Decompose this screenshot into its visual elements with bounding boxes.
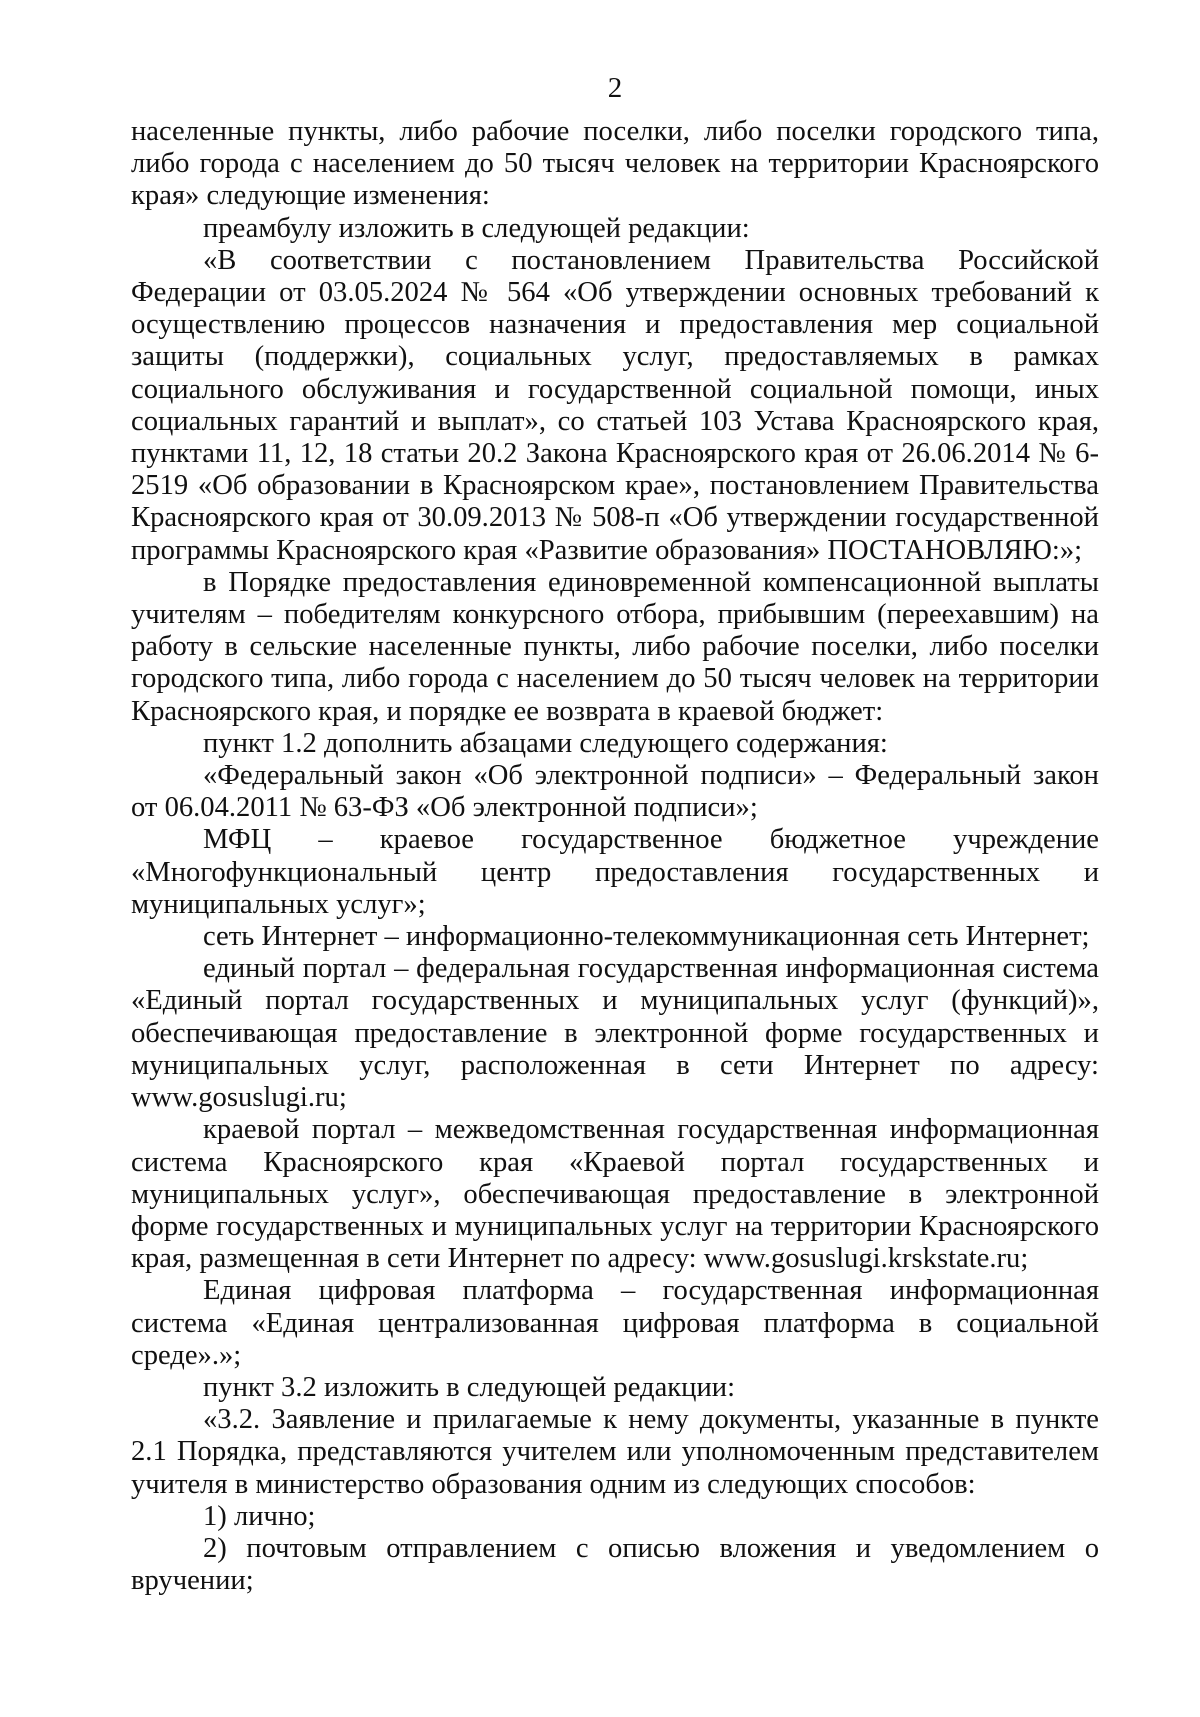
paragraph-definition-federal-law: «Федеральный закон «Об электронной подписи» – Федеральный закон от 06.04.2011 № 63-ФЗ «Об электронной подписи»; bbox=[131, 760, 1099, 824]
paragraph-definition-regional-portal: краевой портал – межведомственная государственная информационная система Красноярского края «Краевой портал государственных и муниципальных услуг», обеспечивающая предоставление в электронной форме государственных и муниципальных услуг на территории Красноярского края, размещенная в сети Интернет по адресу: www.gosuslugi.krskstate.ru; bbox=[131, 1114, 1099, 1275]
paragraph-item-3-2-instruction: пункт 3.2 изложить в следующей редакции: bbox=[203, 1371, 736, 1403]
paragraph-preamble-instruction: преамбулу изложить в следующей редакции: bbox=[203, 212, 750, 244]
paragraph-method-in-person: 1) лично; bbox=[203, 1500, 316, 1532]
paragraph-definition-digital-platform: Единая цифровая платформа – государственная информационная система «Единая централизованная цифровая платформа в социальной среде».»; bbox=[131, 1275, 1099, 1371]
paragraph-definition-mfc: МФЦ – краевое государственное бюджетное учреждение «Многофункциональный центр предоставления государственных и муниципальных услуг»; bbox=[131, 824, 1099, 920]
paragraph-procedure-intro: в Порядке предоставления единовременной компенсационной выплаты учителям – победителям конкурсного отбора, прибывшим (переехавшим) на работу в сельские населенные пункты, либо рабочие поселки, либо поселки городского типа, либо города с населением до 50 тысяч человек на территории Красноярского края, и порядке ее возврата в краевой бюджет: bbox=[131, 566, 1099, 727]
paragraph-item-1-2-instruction: пункт 1.2 дополнить абзацами следующего содержания: bbox=[203, 727, 888, 759]
page-number: 2 bbox=[607, 72, 623, 104]
document-body bbox=[131, 116, 1099, 1597]
paragraph-definition-internet: сеть Интернет – информационно-телекоммуникационная сеть Интернет; bbox=[203, 921, 1090, 953]
paragraph-method-mail: 2) почтовым отправлением с описью вложения и уведомлением о вручении; bbox=[131, 1532, 1099, 1597]
paragraph-amendment-title-end: населенные пункты, либо рабочие поселки, либо поселки городского типа, либо города с населением до 50 тысяч человек на территории Красноярского края» следующие изменения: bbox=[131, 116, 1099, 212]
paragraph-item-3-2-text: «3.2. Заявление и прилагаемые к нему документы, указанные в пункте 2.1 Порядка, представляются учителем или уполномоченным представителем учителя в министерство образования одним из следующих способов: bbox=[131, 1404, 1099, 1500]
paragraph-definition-unified-portal: единый портал – федеральная государственная информационная система «Единый портал государственных и муниципальных услуг (функций)», обеспечивающая предоставление в электронной форме государственных и муниципальных услуг, расположенная в сети Интернет по адресу: www.gosuslugi.ru; bbox=[131, 953, 1099, 1114]
paragraph-preamble-text: «В соответствии с постановлением Правительства Российской Федерации от 03.05.2024 № 564 «Об утверждении основных требований к осуществлению процессов назначения и предоставления мер социальной защиты (поддержки), социальных услуг, предоставляемых в рамках социального обслуживания и государственной социальной помощи, иных социальных гарантий и выплат», со статьей 103 Устава Красноярского края, пунктами 11, 12, 18 статьи 20.2 Закона Красноярского края от 26.06.2014 № 6-2519 «Об образовании в Красноярском крае», постановлением Правительства Красноярского края от 30.09.2013 № 508-п «Об утверждении государственной программы Красноярского края «Развитие образования» ПОСТАНОВЛЯЮ:»; bbox=[131, 244, 1099, 566]
